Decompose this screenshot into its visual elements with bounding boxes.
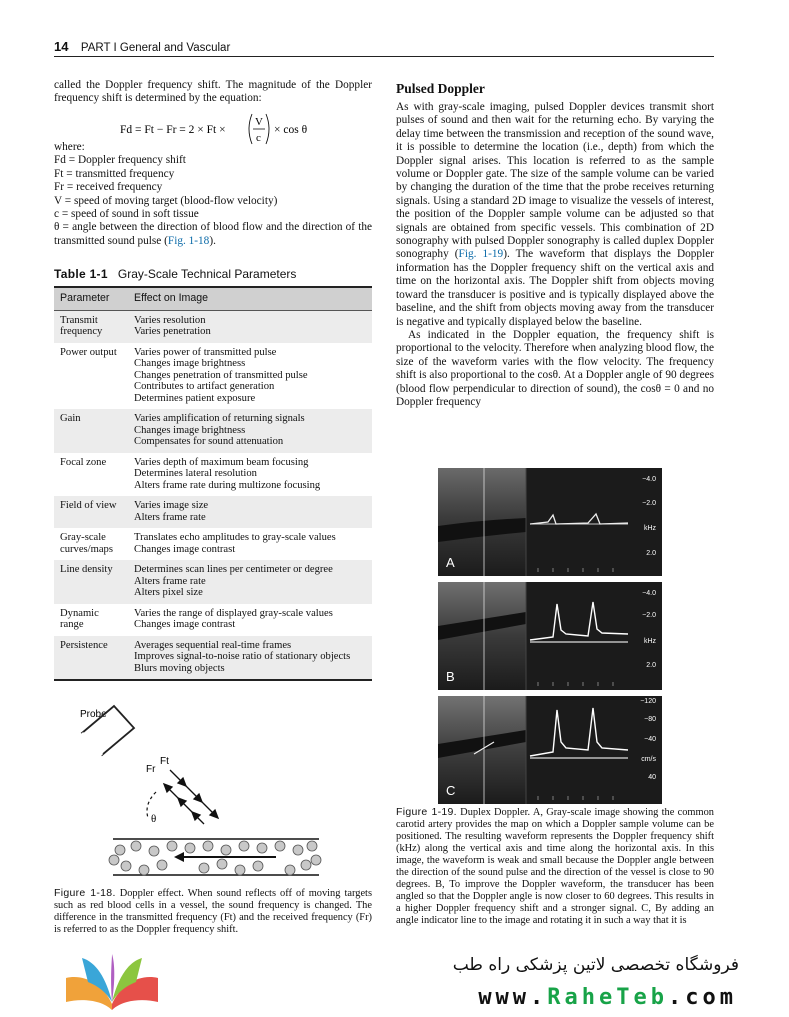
col-effect: Effect on Image [128, 287, 372, 310]
blood-cell [121, 861, 131, 871]
eq-num: V [255, 116, 263, 128]
blood-cell [285, 865, 295, 875]
effect-line: Varies amplification of returning signals [134, 413, 305, 424]
table-caption: Gray-Scale Technical Parameters [117, 267, 297, 281]
effect-line: Averages sequential real-time frames [134, 639, 292, 651]
effect-cell [128, 409, 372, 453]
table-row [54, 310, 372, 343]
blood-cell [239, 841, 249, 851]
effect-line: Alters frame rate during multizone focusing [134, 479, 321, 491]
fig-18-label: Figure 1-18. [54, 887, 116, 899]
book-logo [62, 952, 162, 1012]
blood-cell [109, 855, 119, 865]
blood-cell [235, 865, 245, 875]
effect-line: Changes image brightness [134, 424, 246, 436]
pulsed-doppler-paragraph-2: As indicated in the Doppler equation, the frequency shift is proportional to the velocity. Therefore when analyzing blood flow, the size of the waveform varies with the flow velocity. The frequency shift is also proportional to the cosθ. At a Doppler angle of 90 degrees (blood flow perpendicular to direction of sound), the cosθ = 0 and no Doppler frequency [396, 328, 714, 408]
blood-cell [157, 860, 167, 870]
blood-cell [301, 860, 311, 870]
panel-c-graphic [438, 696, 662, 804]
blood-cell [131, 841, 141, 851]
effect-cell [128, 496, 372, 528]
effect-line: Varies depth of maximum beam focusing [134, 456, 309, 468]
effect-line: Changes penetration of transmitted pulse [134, 369, 308, 381]
parameter-cell: Field of view [54, 496, 128, 528]
figure-1-18-caption [54, 887, 372, 936]
parameter-cell: Transmit frequency [54, 310, 128, 343]
table-row [54, 453, 372, 497]
effect-cell [128, 310, 372, 343]
effect-cell [128, 453, 372, 497]
table-header-row [54, 287, 372, 310]
effect-line: Varies resolution [134, 314, 206, 326]
table-row [54, 409, 372, 453]
figure-1-18 [54, 700, 372, 885]
sound-arrows [164, 770, 218, 824]
eq-rhs: × cos θ [274, 124, 308, 136]
blood-cell [149, 846, 159, 856]
effect-line: Alters frame rate [134, 575, 206, 587]
table-row [54, 496, 372, 528]
table-row [54, 343, 372, 410]
parameter-cell: Gain [54, 409, 128, 453]
parameter-cell: Line density [54, 560, 128, 604]
blood-cell [217, 859, 227, 869]
table-row [54, 604, 372, 636]
blood-cell [311, 855, 321, 865]
panel-c-scale: −120 −80 −40 cm/s 40 [640, 698, 656, 781]
fig-19-text: Duplex Doppler. A, Gray-scale image showing the common carotid artery provides the map on which a Doppler sample volume can be positioned. The resulting waveform represents the Doppler frequency shift (kHz) along the vertical axis and time along the horizontal axis. In this image, the waveform is weak and small because the Doppler angle between the direction of the sound pulse and the direction of the vessel is close to 90 degrees. B, To improve the Doppler waveform, the transducer has been angled so that the Doppler angle is now closer to 60 degrees. This results in a higher Doppler frequency shift and a stronger signal. C, By adding an angle indicator line to the image and rotating it in such a way that it is [396, 807, 714, 926]
effect-line: Varies power of transmitted pulse [134, 346, 277, 358]
equation-definitions [54, 141, 372, 248]
blood-cell [139, 865, 149, 875]
blood-cell [199, 863, 209, 873]
section-heading: Pulsed Doppler [396, 81, 485, 96]
parameter-cell: Persistence [54, 636, 128, 681]
doppler-panel-b [438, 582, 662, 690]
effect-line: Varies penetration [134, 326, 211, 337]
effect-cell [128, 636, 372, 681]
effect-line: Varies the range of displayed gray-scale values [134, 607, 333, 619]
probe-label: Probe [80, 709, 107, 720]
page-header [54, 38, 714, 57]
table-row [54, 528, 372, 560]
figure-1-19-caption [396, 806, 714, 927]
panel-a-label: A [446, 555, 455, 570]
fig-1-19-link[interactable]: Fig. 1-19 [458, 248, 504, 261]
blood-cell [203, 841, 213, 851]
left-intro [54, 79, 372, 106]
effect-line: Determines scan lines per centimeter or degree [134, 564, 333, 575]
table-label: Table 1-1 [54, 267, 108, 281]
effect-line: Alters pixel size [134, 587, 203, 598]
effect-line: Alters frame rate [134, 511, 206, 523]
intro-paragraph: called the Doppler frequency shift. The magnitude of the Doppler frequency shift is determined by the equation: [54, 79, 372, 105]
table-row [54, 560, 372, 604]
page-number: 14 [54, 39, 69, 54]
doppler-effect-diagram [54, 700, 372, 885]
blood-cell [253, 861, 263, 871]
effect-line: Translates echo amplitudes to gray-scale values [134, 532, 336, 543]
store-name: فروشگاه تخصصی لاتین پزشکی راه طب [452, 955, 739, 975]
doppler-panel-a [438, 468, 662, 576]
blood-cell [257, 843, 267, 853]
panel-b-scale: −4.0 −2.0 kHz 2.0 [642, 590, 656, 669]
effect-cell [128, 604, 372, 636]
probe-face [82, 733, 102, 755]
panel-b-graphic [438, 582, 662, 690]
effect-line: Determines patient exposure [134, 392, 256, 404]
blood-cell [185, 843, 195, 853]
fig-19-label: Figure 1-19. [396, 806, 457, 818]
fr-label: Fr [146, 764, 156, 775]
blood-cell [307, 841, 317, 851]
table-title [54, 267, 296, 281]
where-label: where: [54, 141, 85, 153]
blood-cell [167, 841, 177, 851]
technical-parameters-table [54, 286, 372, 681]
effect-line: Improves signal-to-noise ratio of stationary objects [134, 651, 351, 662]
pulsed-doppler-paragraph-1: As with gray-scale imaging, pulsed Doppler devices transmit short pulses of sound and then wait for the returning echo. By varying the delay time between the transmission and reception of the sound wave, it is possible to determine the location (i.e., depth) from which the Doppler signal arises. This location is referred to as the sample volume or Doppler gate. The size of the sample volume can be varied by changing the duration of the time that the probe receives returning signals. Using a standard 2D image to visualize the vessels of interest, the position of the Doppler sample volume can be adjusted so that signals are obtained from specific vessels. This combination of 2D sonography with pulsed Doppler sonography is called duplex Doppler sonography (Fig. 1-19). The waveform that displays the Doppler information has the Doppler frequency shift on the vertical axis and time on the horizontal axis. The Doppler shift from objects moving toward the transducer is positive and is typically displayed above the baseline, and the shift from objects moving away from the transducer is negative and typically displayed below the baseline. [396, 101, 714, 328]
parameter-cell: Power output [60, 346, 117, 358]
def-fd: Fd = Doppler frequency shift [54, 154, 186, 167]
effect-cell [128, 528, 372, 560]
panel-c-label: C [446, 783, 456, 798]
effect-line: Determines lateral resolution [134, 468, 257, 479]
ft-label: Ft [160, 756, 169, 767]
def-theta: θ = angle between the direction of blood flow and the direction of the transmitted sound pulse (Fig. 1-18). [54, 221, 372, 247]
def-fr: Fr = received frequency [54, 181, 163, 194]
table-row [54, 636, 372, 681]
panel-a-scale: −4.0 −2.0 kHz 2.0 [642, 476, 656, 557]
def-ft: Ft = transmitted frequency [54, 167, 175, 180]
blood-cell [293, 845, 303, 855]
parameter-cell: Gray-scale curves/maps [60, 532, 113, 555]
def-c: c = speed of sound in soft tissue [54, 208, 199, 221]
store-website[interactable]: www.RaheTeb.com [478, 985, 737, 1010]
blood-cell [275, 841, 285, 851]
fig-18-text: Doppler effect. When sound reflects off of moving targets such as red blood cells in a vessel, the sound frequency is changed. The difference in the transmitted frequency (Ft) and the received frequency (Fr) is referred to as the Doppler frequency shift. [54, 888, 372, 935]
def-v: V = speed of moving target (blood-flow velocity) [54, 194, 278, 207]
right-column-text [396, 101, 714, 409]
parameter-cell: Dynamic range [60, 607, 99, 630]
part-title: PART I General and Vascular [80, 42, 231, 54]
effect-line: Changes image contrast [134, 543, 236, 555]
panel-b-label: B [446, 669, 455, 684]
effect-line: Contributes to artifact generation [134, 381, 275, 392]
effect-line: Blurs moving objects [134, 662, 225, 674]
effect-cell [128, 343, 372, 410]
eq-den: c [256, 132, 261, 144]
panel-a-graphic [438, 468, 662, 576]
doppler-panel-c [438, 696, 662, 804]
parameter-cell: Focal zone [60, 456, 107, 468]
effect-line: Varies image size [134, 500, 209, 511]
col-parameter: Parameter [54, 287, 128, 310]
theta-label: θ [151, 813, 157, 825]
fig-1-18-link[interactable]: Fig. 1-18 [167, 234, 210, 247]
effect-cell [128, 560, 372, 604]
blood-cell [221, 845, 231, 855]
blood-cell [115, 845, 125, 855]
effect-line: Changes image brightness [134, 358, 246, 369]
eq-lhs: Fd = Ft − Fr = 2 × Ft × [120, 124, 226, 136]
effect-line: Compensates for sound attenuation [134, 436, 284, 447]
flow-arrowhead [174, 852, 184, 862]
effect-line: Changes image contrast [134, 619, 236, 630]
